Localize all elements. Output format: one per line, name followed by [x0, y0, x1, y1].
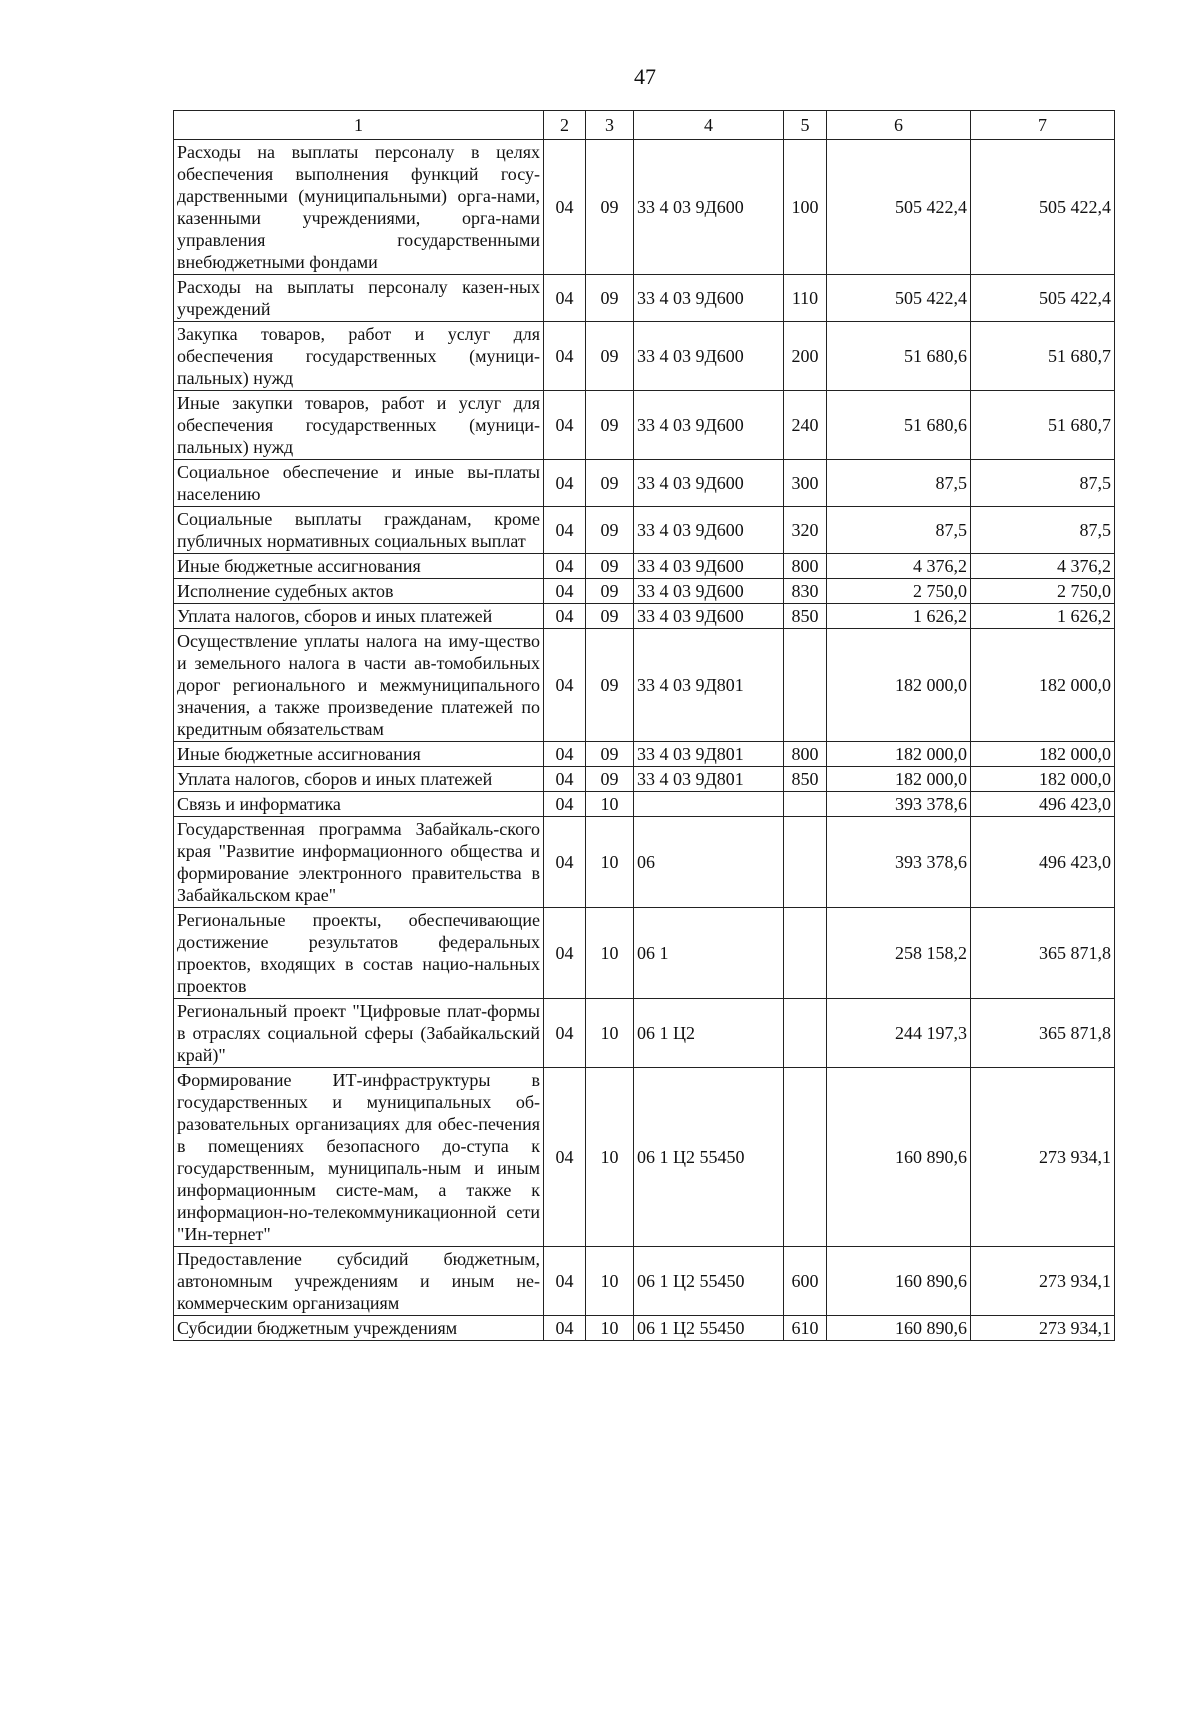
target-article-cell: 33 4 03 9Д600 — [634, 507, 784, 554]
amount-year2-cell: 273 934,1 — [971, 1068, 1115, 1247]
table-row — [174, 1247, 1115, 1316]
target-article-cell: 33 4 03 9Д600 — [634, 460, 784, 507]
target-article-cell — [634, 792, 784, 817]
amount-year1-cell: 244 197,3 — [827, 999, 971, 1068]
row-name-cell: Иные бюджетные ассигнования — [174, 554, 544, 579]
target-article-cell: 33 4 03 9Д801 — [634, 742, 784, 767]
expense-type-cell: 240 — [784, 391, 827, 460]
amount-year1-cell: 258 158,2 — [827, 908, 971, 999]
amount-year2-cell: 51 680,7 — [971, 391, 1115, 460]
amount-year2-cell: 273 934,1 — [971, 1247, 1115, 1316]
expense-type-cell — [784, 999, 827, 1068]
amount-year1-cell: 182 000,0 — [827, 742, 971, 767]
subsection-code-cell: 10 — [586, 817, 634, 908]
amount-year2-cell: 182 000,0 — [971, 629, 1115, 742]
target-article-cell: 06 1 Ц2 55450 — [634, 1068, 784, 1247]
expense-type-cell: 800 — [784, 554, 827, 579]
table-row — [174, 908, 1115, 999]
target-article-cell: 06 — [634, 817, 784, 908]
amount-year1-cell: 87,5 — [827, 460, 971, 507]
expense-type-cell — [784, 629, 827, 742]
expense-type-cell — [784, 817, 827, 908]
row-name-cell: Исполнение судебных актов — [174, 579, 544, 604]
row-name-cell: Осуществление уплаты налога на иму-щество и земельного налога в части ав-томобильных дорог регионального и межмуниципального значения, а также произведение платежей по кредитным обязательствам — [174, 629, 544, 742]
row-name-cell: Региональный проект "Цифровые плат-формы в отраслях социальной сферы (Забайкальский край)" — [174, 999, 544, 1068]
amount-year1-cell: 1 626,2 — [827, 604, 971, 629]
amount-year1-cell: 393 378,6 — [827, 792, 971, 817]
subsection-code-cell: 10 — [586, 1068, 634, 1247]
section-code-cell: 04 — [544, 604, 586, 629]
table-row — [174, 742, 1115, 767]
subsection-code-cell: 10 — [586, 1247, 634, 1316]
section-code-cell: 04 — [544, 1247, 586, 1316]
expense-type-cell — [784, 1068, 827, 1247]
section-code-cell: 04 — [544, 629, 586, 742]
column-header-7: 7 — [971, 111, 1115, 140]
column-header-1: 1 — [174, 111, 544, 140]
subsection-code-cell: 09 — [586, 391, 634, 460]
section-code-cell: 04 — [544, 140, 586, 275]
expense-type-cell: 830 — [784, 579, 827, 604]
amount-year1-cell: 182 000,0 — [827, 629, 971, 742]
column-header-3: 3 — [586, 111, 634, 140]
subsection-code-cell: 09 — [586, 604, 634, 629]
table-row — [174, 579, 1115, 604]
column-header-5: 5 — [784, 111, 827, 140]
table-row — [174, 460, 1115, 507]
expense-type-cell: 100 — [784, 140, 827, 275]
row-name-cell: Формирование ИТ-инфраструктуры в государственных и муниципальных об-разовательных организациях для обес-печения в помещениях безопасного до-ступа к государственным, муниципаль-ным и иным информационным систе-мам, а также к информацион-но-телекоммуникационной сети "Ин-тернет" — [174, 1068, 544, 1247]
subsection-code-cell: 09 — [586, 554, 634, 579]
amount-year1-cell: 160 890,6 — [827, 1068, 971, 1247]
target-article-cell: 33 4 03 9Д600 — [634, 391, 784, 460]
expense-type-cell: 850 — [784, 767, 827, 792]
amount-year1-cell: 51 680,6 — [827, 391, 971, 460]
section-code-cell: 04 — [544, 554, 586, 579]
target-article-cell: 06 1 — [634, 908, 784, 999]
table-row — [174, 554, 1115, 579]
subsection-code-cell: 09 — [586, 507, 634, 554]
amount-year1-cell: 51 680,6 — [827, 322, 971, 391]
table-row — [174, 767, 1115, 792]
expense-type-cell — [784, 908, 827, 999]
target-article-cell: 06 1 Ц2 — [634, 999, 784, 1068]
section-code-cell: 04 — [544, 1316, 586, 1341]
amount-year1-cell: 160 890,6 — [827, 1316, 971, 1341]
section-code-cell: 04 — [544, 322, 586, 391]
table-row — [174, 322, 1115, 391]
row-name-cell: Предоставление субсидий бюджетным, автономным учреждениям и иным не-коммерческим организациям — [174, 1247, 544, 1316]
target-article-cell: 33 4 03 9Д600 — [634, 579, 784, 604]
column-header-4: 4 — [634, 111, 784, 140]
amount-year2-cell: 182 000,0 — [971, 767, 1115, 792]
row-name-cell: Уплата налогов, сборов и иных платежей — [174, 604, 544, 629]
expense-type-cell: 200 — [784, 322, 827, 391]
row-name-cell: Связь и информатика — [174, 792, 544, 817]
table-body — [174, 140, 1115, 1341]
section-code-cell: 04 — [544, 1068, 586, 1247]
section-code-cell: 04 — [544, 507, 586, 554]
amount-year2-cell: 496 423,0 — [971, 792, 1115, 817]
section-code-cell: 04 — [544, 579, 586, 604]
column-header-2: 2 — [544, 111, 586, 140]
row-name-cell: Расходы на выплаты персоналу казен-ных учреждений — [174, 275, 544, 322]
amount-year2-cell: 1 626,2 — [971, 604, 1115, 629]
row-name-cell: Субсидии бюджетным учреждениям — [174, 1316, 544, 1341]
target-article-cell: 33 4 03 9Д600 — [634, 554, 784, 579]
section-code-cell: 04 — [544, 391, 586, 460]
row-name-cell: Государственная программа Забайкаль-ского края "Развитие информационного общества и формирование электронного правительства в Забайкальском крае" — [174, 817, 544, 908]
table-row — [174, 629, 1115, 742]
subsection-code-cell: 09 — [586, 460, 634, 507]
table-row — [174, 792, 1115, 817]
amount-year2-cell: 4 376,2 — [971, 554, 1115, 579]
subsection-code-cell: 10 — [586, 908, 634, 999]
expense-type-cell — [784, 792, 827, 817]
table-row — [174, 817, 1115, 908]
amount-year2-cell: 87,5 — [971, 507, 1115, 554]
amount-year1-cell: 393 378,6 — [827, 817, 971, 908]
table-row — [174, 1068, 1115, 1247]
table-row — [174, 604, 1115, 629]
subsection-code-cell: 09 — [586, 742, 634, 767]
target-article-cell: 33 4 03 9Д600 — [634, 322, 784, 391]
table-row — [174, 391, 1115, 460]
row-name-cell: Иные бюджетные ассигнования — [174, 742, 544, 767]
amount-year1-cell: 4 376,2 — [827, 554, 971, 579]
section-code-cell: 04 — [544, 817, 586, 908]
subsection-code-cell: 09 — [586, 629, 634, 742]
amount-year1-cell: 2 750,0 — [827, 579, 971, 604]
expense-type-cell: 110 — [784, 275, 827, 322]
amount-year1-cell: 505 422,4 — [827, 275, 971, 322]
section-code-cell: 04 — [544, 742, 586, 767]
budget-table — [173, 110, 1115, 1341]
amount-year2-cell: 51 680,7 — [971, 322, 1115, 391]
section-code-cell: 04 — [544, 908, 586, 999]
row-name-cell: Закупка товаров, работ и услуг для обеспечения государственных (муници-пальных) нужд — [174, 322, 544, 391]
target-article-cell: 06 1 Ц2 55450 — [634, 1247, 784, 1316]
target-article-cell: 33 4 03 9Д801 — [634, 629, 784, 742]
expense-type-cell: 320 — [784, 507, 827, 554]
row-name-cell: Иные закупки товаров, работ и услуг для обеспечения государственных (муници-пальных) нужд — [174, 391, 544, 460]
amount-year2-cell: 2 750,0 — [971, 579, 1115, 604]
subsection-code-cell: 09 — [586, 140, 634, 275]
table-row — [174, 507, 1115, 554]
section-code-cell: 04 — [544, 792, 586, 817]
row-name-cell: Уплата налогов, сборов и иных платежей — [174, 767, 544, 792]
page-number: 47 — [634, 64, 656, 89]
row-name-cell: Региональные проекты, обеспечивающие достижение результатов федеральных проектов, входящих в состав нацио-нальных проектов — [174, 908, 544, 999]
subsection-code-cell: 09 — [586, 767, 634, 792]
target-article-cell: 33 4 03 9Д801 — [634, 767, 784, 792]
amount-year1-cell: 87,5 — [827, 507, 971, 554]
amount-year2-cell: 365 871,8 — [971, 908, 1115, 999]
column-header-6: 6 — [827, 111, 971, 140]
amount-year1-cell: 160 890,6 — [827, 1247, 971, 1316]
expense-type-cell: 600 — [784, 1247, 827, 1316]
row-name-cell: Социальные выплаты гражданам, кроме публичных нормативных социальных выплат — [174, 507, 544, 554]
table-row — [174, 1316, 1115, 1341]
section-code-cell: 04 — [544, 275, 586, 322]
target-article-cell: 33 4 03 9Д600 — [634, 275, 784, 322]
amount-year1-cell: 505 422,4 — [827, 140, 971, 275]
amount-year2-cell: 87,5 — [971, 460, 1115, 507]
row-name-cell: Социальное обеспечение и иные вы-платы населению — [174, 460, 544, 507]
subsection-code-cell: 09 — [586, 322, 634, 391]
target-article-cell: 06 1 Ц2 55450 — [634, 1316, 784, 1341]
table-row — [174, 140, 1115, 275]
amount-year2-cell: 505 422,4 — [971, 275, 1115, 322]
amount-year2-cell: 365 871,8 — [971, 999, 1115, 1068]
amount-year2-cell: 505 422,4 — [971, 140, 1115, 275]
amount-year2-cell: 273 934,1 — [971, 1316, 1115, 1341]
expense-type-cell: 300 — [784, 460, 827, 507]
table-row — [174, 275, 1115, 322]
table-row — [174, 999, 1115, 1068]
amount-year2-cell: 496 423,0 — [971, 817, 1115, 908]
target-article-cell: 33 4 03 9Д600 — [634, 140, 784, 275]
section-code-cell: 04 — [544, 460, 586, 507]
header-row — [174, 111, 1115, 140]
subsection-code-cell: 09 — [586, 275, 634, 322]
subsection-code-cell: 09 — [586, 579, 634, 604]
target-article-cell: 33 4 03 9Д600 — [634, 604, 784, 629]
expense-type-cell: 800 — [784, 742, 827, 767]
section-code-cell: 04 — [544, 999, 586, 1068]
subsection-code-cell: 10 — [586, 1316, 634, 1341]
amount-year2-cell: 182 000,0 — [971, 742, 1115, 767]
amount-year1-cell: 182 000,0 — [827, 767, 971, 792]
section-code-cell: 04 — [544, 767, 586, 792]
subsection-code-cell: 10 — [586, 999, 634, 1068]
expense-type-cell: 850 — [784, 604, 827, 629]
expense-type-cell: 610 — [784, 1316, 827, 1341]
row-name-cell: Расходы на выплаты персоналу в целях обеспечения выполнения функций госу-дарственными (муниципальными) орга-нами, казенными учреждениями, орга-нами управления государственными внебюджетными фондами — [174, 140, 544, 275]
subsection-code-cell: 10 — [586, 792, 634, 817]
